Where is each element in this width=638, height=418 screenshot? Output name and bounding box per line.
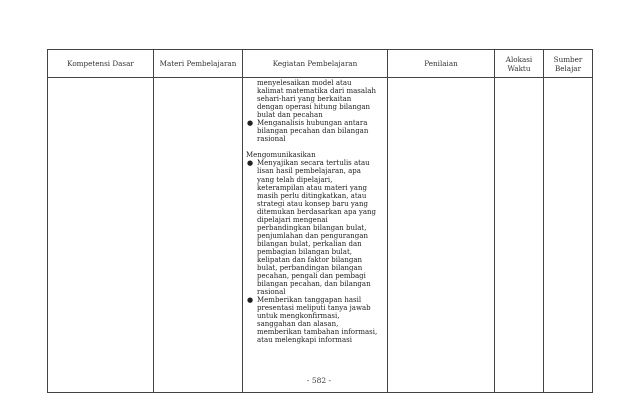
- header-sumber-line-1: Sumber: [553, 54, 583, 64]
- text-line: bilangan pecahan, dan bilangan: [257, 280, 371, 289]
- cell-kegiatan-pembelajaran: [243, 78, 388, 393]
- cell-sumber-belajar: [544, 78, 593, 393]
- header-alokasi-waktu: [495, 50, 544, 78]
- bullet-icon: ●: [247, 296, 254, 305]
- cell-alokasi-waktu: [495, 78, 544, 393]
- table-row: [48, 78, 593, 393]
- cell-materi-pembelajaran: [154, 78, 243, 393]
- header-alokasi-line-1: Alokasi: [505, 54, 533, 64]
- text-line: bilangan bulat, perkalian dan: [257, 239, 362, 248]
- text-line: Menyajikan secara tertulis atau: [257, 159, 370, 168]
- text-line: bilangan pecahan dan bilangan: [257, 127, 369, 136]
- bullet-item: [246, 119, 383, 143]
- text-line: atau melengkapi informasi: [257, 336, 352, 345]
- text-line: strategi atau konsep baru yang: [257, 199, 368, 208]
- header-kegiatan-pembelajaran: Kegiatan Pembelajaran: [243, 50, 388, 78]
- spacer: [246, 143, 383, 151]
- text-line: dengan operasi hitung bilangan: [257, 103, 371, 112]
- header-penilaian: Penilaian: [388, 50, 495, 78]
- table-header-row: [48, 50, 593, 78]
- text-line: Menganalisis hubungan antara: [257, 119, 368, 128]
- section-title: Mengomunikasikan: [246, 151, 316, 160]
- text-line: lisan hasil pembelajaran, apa: [257, 167, 361, 176]
- bullet-item: [246, 159, 383, 296]
- cell-penilaian: [388, 78, 495, 393]
- text-line: memberikan tambahan informasi,: [257, 328, 378, 337]
- text-line: presentasi meliputi tanya jawab: [257, 304, 371, 313]
- text-line: rasional: [257, 135, 286, 144]
- text-line: sanggahan dan alasan,: [257, 320, 339, 329]
- text-line: menyelesaikan model atau: [257, 79, 352, 87]
- text-line: kalimat matematika dari masalah: [257, 87, 376, 96]
- text-line: Memberikan tanggapan hasil: [257, 296, 362, 305]
- continuation-text: [246, 79, 383, 119]
- text-line: ditemukan berdasarkan apa yang: [257, 207, 377, 216]
- page-number: - 582 -: [306, 376, 332, 385]
- text-line: penjumlahan dan pengurangan: [257, 231, 368, 240]
- bullet-icon: ●: [247, 119, 254, 128]
- header-materi-pembelajaran: Materi Pembelajaran: [154, 50, 243, 78]
- bullet-icon: ●: [247, 159, 254, 168]
- text-line: kelipatan dan faktor bilangan: [257, 255, 363, 264]
- header-sumber-belajar: [544, 50, 593, 78]
- text-line: dipelajari mengenai: [257, 215, 328, 224]
- header-alokasi-line-2: Waktu: [507, 63, 531, 73]
- text-line: pecahan, pengali dan pembagi: [257, 272, 366, 281]
- kegiatan-content: [243, 78, 387, 345]
- text-line: keterampilan atau materi yang: [257, 183, 367, 192]
- text-line: perbandingkan bilangan bulat,: [257, 223, 367, 232]
- text-line: masih perlu ditingkatkan, atau: [257, 191, 367, 200]
- text-line: rasional: [257, 288, 286, 297]
- cell-kompetensi-dasar: [48, 78, 154, 393]
- header-sumber-line-2: Belajar: [554, 63, 582, 73]
- header-kompetensi-dasar: Kompetensi Dasar: [48, 50, 154, 78]
- text-line: untuk mengkonfirmasi,: [257, 312, 340, 321]
- text-line: bulat dan pecahan: [257, 111, 323, 120]
- text-line: sehari-hari yang berkaitan: [257, 95, 352, 104]
- text-line: yang telah dipelajari,: [257, 175, 333, 184]
- text-line: pembagian bilangan bulat,: [257, 247, 353, 256]
- bullet-item: [246, 296, 383, 344]
- learning-plan-table: [47, 49, 593, 393]
- text-line: bulat, perbandingan bilangan: [257, 264, 363, 273]
